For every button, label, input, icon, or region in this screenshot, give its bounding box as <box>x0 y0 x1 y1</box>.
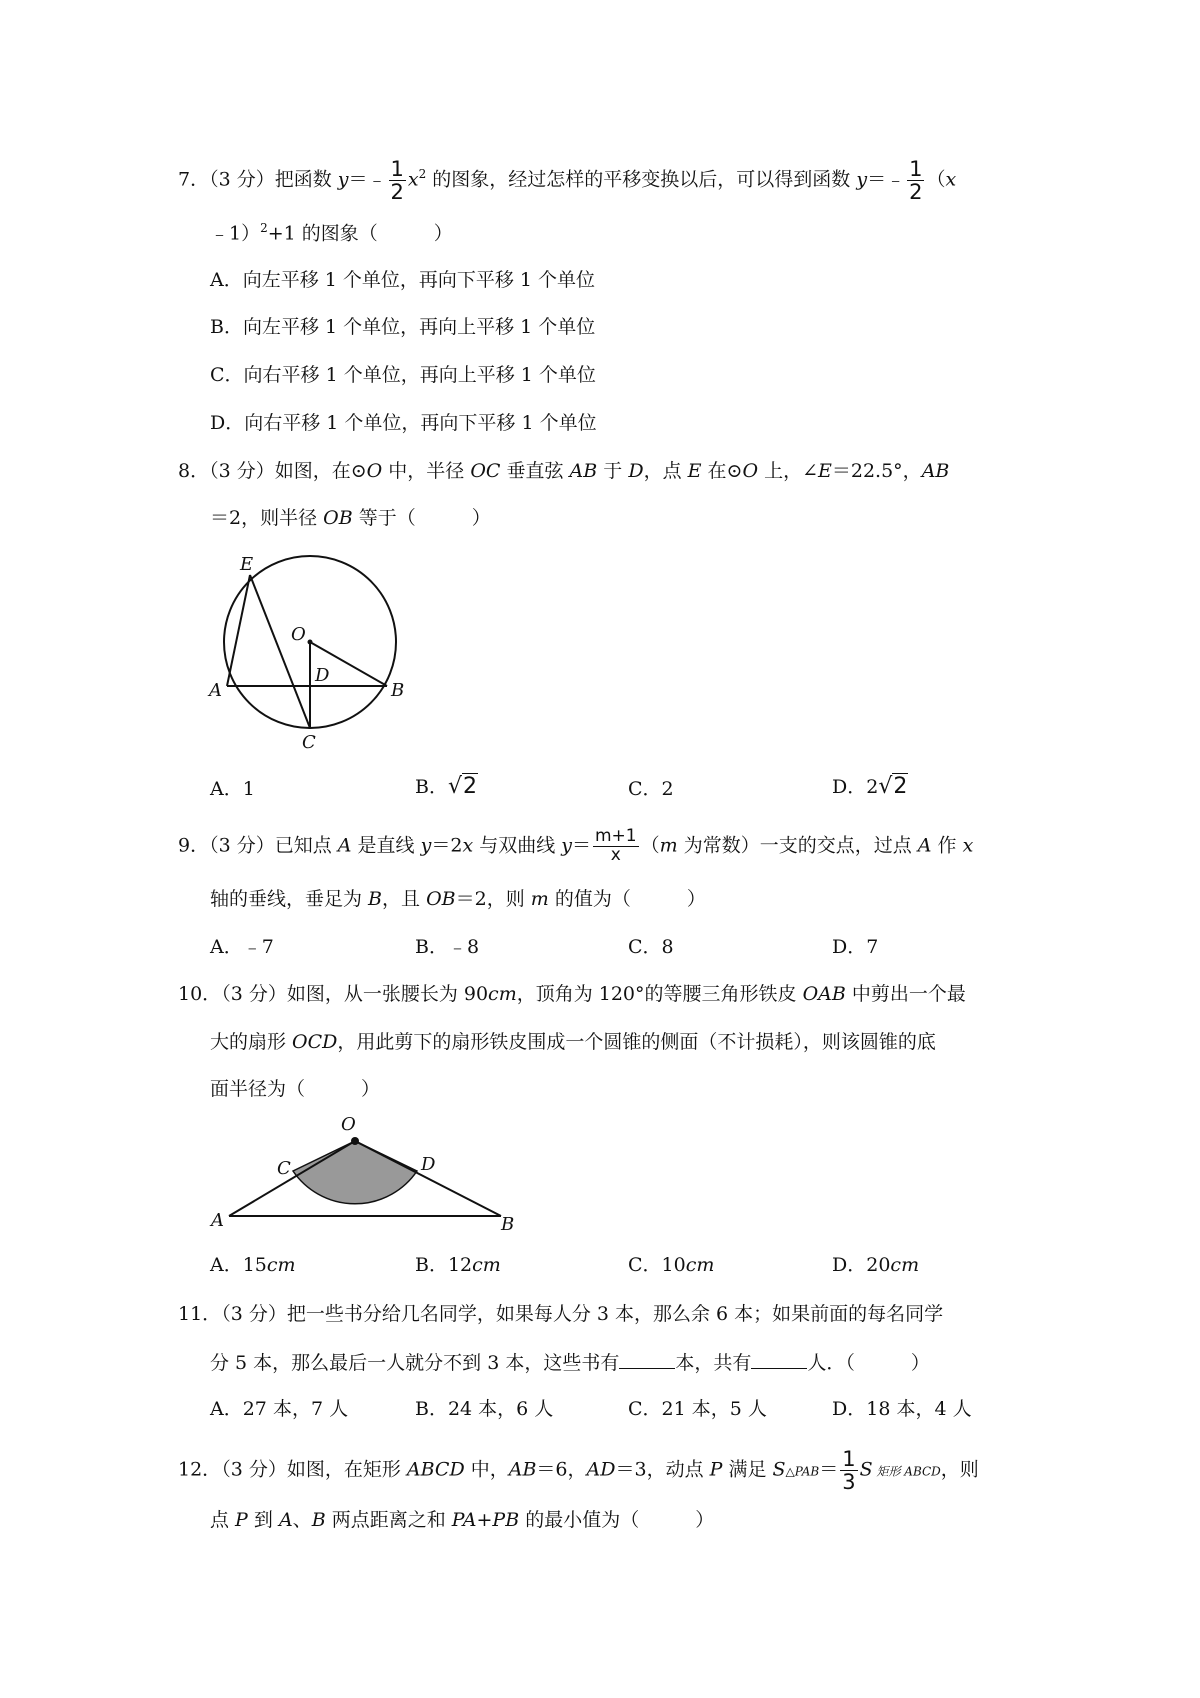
segment-ea <box>227 575 250 686</box>
q10-line1: 10．（3 分）如图，从一张腰长为 90cm，顶角为 120°的等腰三角形铁皮 OAB 中剪出一个最 <box>178 983 966 1005</box>
q11-option-b[interactable]: B．24 本，6 人 <box>415 1398 554 1420</box>
q10-option-d[interactable]: D．20cm <box>832 1254 920 1276</box>
fraction-one-third: $\frac{1}{3}$ <box>842 1447 856 1495</box>
q11-option-a[interactable]: A．27 本，7 人 <box>210 1398 349 1420</box>
q8-line1: 8．（3 分）如图，在⊙O 中，半径 OC 垂直弦 AB 于 D，点 E 在⊙O 上，∠E＝22.5°，AB <box>178 460 950 482</box>
q7-option-d[interactable]: D．向右平移 1 个单位，再向下平移 1 个单位 <box>210 412 597 434</box>
q8-option-c[interactable]: C．2 <box>628 778 674 800</box>
label-b: B <box>501 1214 515 1235</box>
q10-option-a[interactable]: A．15cm <box>210 1254 296 1276</box>
fraction-one-half: $\frac{1}{2}$ <box>390 157 404 205</box>
q10-triangle-diagram <box>205 1110 525 1240</box>
fraction-one-half-2: $\frac{1}{2}$ <box>909 157 923 205</box>
q7-line2: ﹣1）$^2$+1 的图象（ ） <box>210 221 453 245</box>
label-c: C <box>277 1158 291 1179</box>
label-b: B <box>391 680 405 701</box>
q8-option-b[interactable]: B．√2 <box>415 774 477 799</box>
q10-option-b[interactable]: B．12cm <box>415 1254 501 1276</box>
label-o: O <box>291 624 306 645</box>
answer-blank-books[interactable] <box>619 1352 675 1369</box>
q7-line1: 7．（3 分）把函数 y＝﹣ $\frac{1}{2}$ $x^2$ 的图象，经过怎样的平移变换以后，可以得到函数 y＝﹣ $\frac{1}{2}$ （x <box>178 157 957 205</box>
q8-circle-diagram <box>205 548 425 760</box>
label-o: O <box>341 1114 356 1135</box>
q8-option-a[interactable]: A．1 <box>210 778 255 800</box>
label-a: A <box>211 1210 224 1231</box>
q12-line2: 点 P 到 A、B 两点距离之和 PA+PB 的最小值为（ ） <box>210 1509 715 1531</box>
sqrt-symbol-2: √2 <box>878 774 908 799</box>
q7-option-a[interactable]: A．向左平移 1 个单位，再向下平移 1 个单位 <box>210 269 596 291</box>
segment-ec <box>250 575 310 728</box>
q11-option-c[interactable]: C．21 本，5 人 <box>628 1398 767 1420</box>
label-c: C <box>302 732 316 753</box>
center-point <box>308 640 313 645</box>
label-a: A <box>209 680 222 701</box>
q11-option-d[interactable]: D．18 本，4 人 <box>832 1398 972 1420</box>
label-d: D <box>315 665 330 686</box>
q7-option-b[interactable]: B．向左平移 1 个单位，再向上平移 1 个单位 <box>210 316 596 338</box>
q7-option-c[interactable]: C．向右平移 1 个单位，再向上平移 1 个单位 <box>210 364 596 386</box>
q11-line1: 11．（3 分）把一些书分给几名同学，如果每人分 3 本，那么余 6 本；如果前面的每名同学 <box>178 1303 944 1325</box>
q9-line1: 9．（3 分）已知点 A 是直线 y＝2x 与双曲线 y＝ $\frac{m+1}{x}$ （m 为常数）一支的交点，过点 A 作 x <box>178 826 974 865</box>
q10-line3: 面半径为（ ） <box>210 1078 381 1100</box>
fraction-m-plus-1-over-x: $\frac{m+1}{x}$ <box>595 826 637 865</box>
q12-line1: 12．（3 分）如图，在矩形 ABCD 中，AB＝6，AD＝3，动点 P 满足 S△PAB＝ $\frac{1}{3}$ S 矩形 ABCD，则 <box>178 1447 979 1495</box>
answer-blank-people[interactable] <box>751 1352 807 1369</box>
q8-option-d[interactable]: D．2√2 <box>832 774 908 799</box>
q11-line2: 分 5 本，那么最后一人就分不到 3 本，这些书有 本，共有 人．（ ） <box>210 1352 930 1374</box>
q9-option-d[interactable]: D．7 <box>832 936 879 958</box>
sqrt-symbol: √2 <box>447 774 477 799</box>
label-e: E <box>240 554 254 575</box>
label-d: D <box>421 1154 436 1175</box>
q10-option-c[interactable]: C．10cm <box>628 1254 715 1276</box>
q9-option-b[interactable]: B．﹣8 <box>415 936 480 958</box>
q9-line2: 轴的垂线，垂足为 B，且 OB＝2，则 m 的值为（ ） <box>210 888 706 910</box>
sector-ocd <box>293 1141 417 1204</box>
q9-option-c[interactable]: C．8 <box>628 936 674 958</box>
vertex-o <box>351 1137 359 1145</box>
q10-line2: 大的扇形 OCD，用此剪下的扇形铁皮围成一个圆锥的侧面（不计损耗），则该圆锥的底 <box>210 1031 936 1053</box>
q9-option-a[interactable]: A．﹣7 <box>210 936 274 958</box>
q8-line2: ＝2，则半径 OB 等于（ ） <box>210 507 491 529</box>
